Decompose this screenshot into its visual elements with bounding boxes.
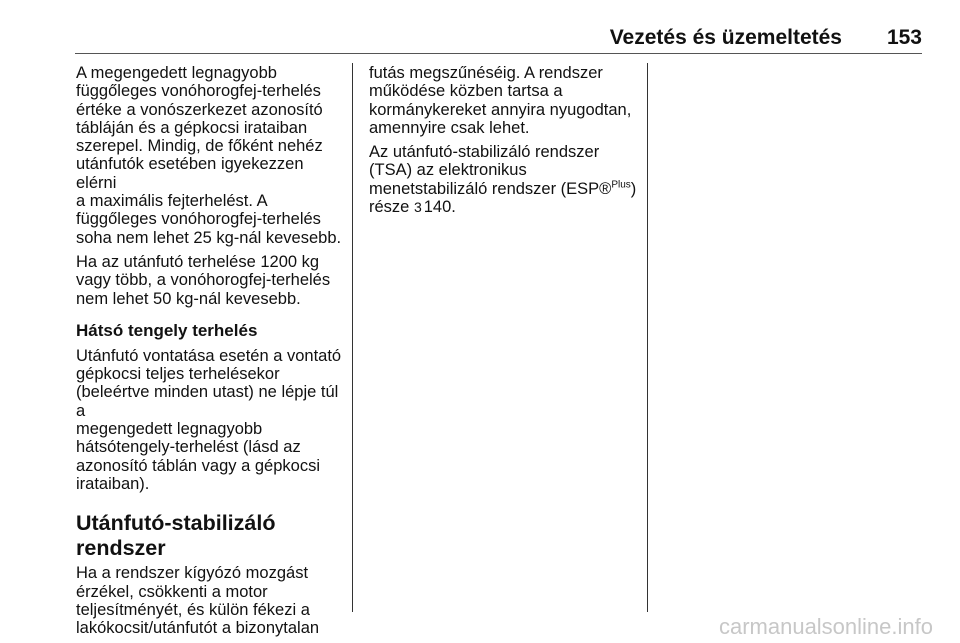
heading-trailer-stability-assist: Utánfutó-stabilizáló rendszer <box>76 511 276 561</box>
text-column-2 <box>369 64 641 222</box>
watermark: carmanualsonline.info <box>718 614 933 639</box>
column-divider-right <box>647 63 648 612</box>
paragraph-coupling-load-heavy: Ha az utánfutó terhelése 1200 kg vagy több, a vonóhorogfej-terhelés nem lehet 50 kg-nál kevesebb. <box>76 252 331 308</box>
page-header-title: Vezetés és üzemeltetés <box>609 26 842 49</box>
tsa-esp-text: Az utánfutó-stabilizáló rendszer (TSA) az elektronikus menetstabilizáló rendszer (ESP® <box>369 143 612 198</box>
esp-plus-superscript: Plus <box>611 179 631 191</box>
paragraph-tsa-continued: futás megszűnéséig. A rendszer működése közben tartsa a kormánykereket annyira nyugodtan, amennyire csak lehet. <box>369 64 632 137</box>
paragraph-coupling-load: A megengedett legnagyobb függőleges vonóhorogfej-terhelés értéke a vonószerkezet azonosító tábláján és a gépkocsi irataiban szerepel. Mindig, de főként nehéz utánfutók esetében igyekezzen elérni a maximális fejterhelést. A függőleges vonóhorogfej-terhelés soha nem lehet 25 kg-nál kevesebb. <box>76 64 342 247</box>
page-reference-link[interactable]: 140. <box>423 198 456 217</box>
page-reference-arrow-icon: 3 <box>413 199 422 216</box>
column-divider-left <box>352 63 353 612</box>
page-number: 153 <box>886 26 922 49</box>
tsa-esp-text-end: ) része <box>369 179 637 217</box>
paragraph-tsa-esp <box>369 143 641 216</box>
paragraph-tsa-intro: Ha a rendszer kígyózó mozgást érzékel, csökkenti a motor teljesítményét, és külön fékezi a lakókocsit/utánfutót a bizonytalan <box>76 564 320 638</box>
header-divider <box>75 53 922 54</box>
heading-rear-axle-load: Hátsó tengely terhelés <box>76 320 258 340</box>
paragraph-rear-axle-load: Utánfutó vontatása esetén a vontató gépkocsi teljes terhelésekor (beleértve minden utast) ne lépje túl a megengedett legnagyobb hátsótengely-terhelést (lásd az azonosító táblán vagy a gépkocsi irataiban). <box>76 346 342 493</box>
text-column-1 <box>76 64 348 643</box>
